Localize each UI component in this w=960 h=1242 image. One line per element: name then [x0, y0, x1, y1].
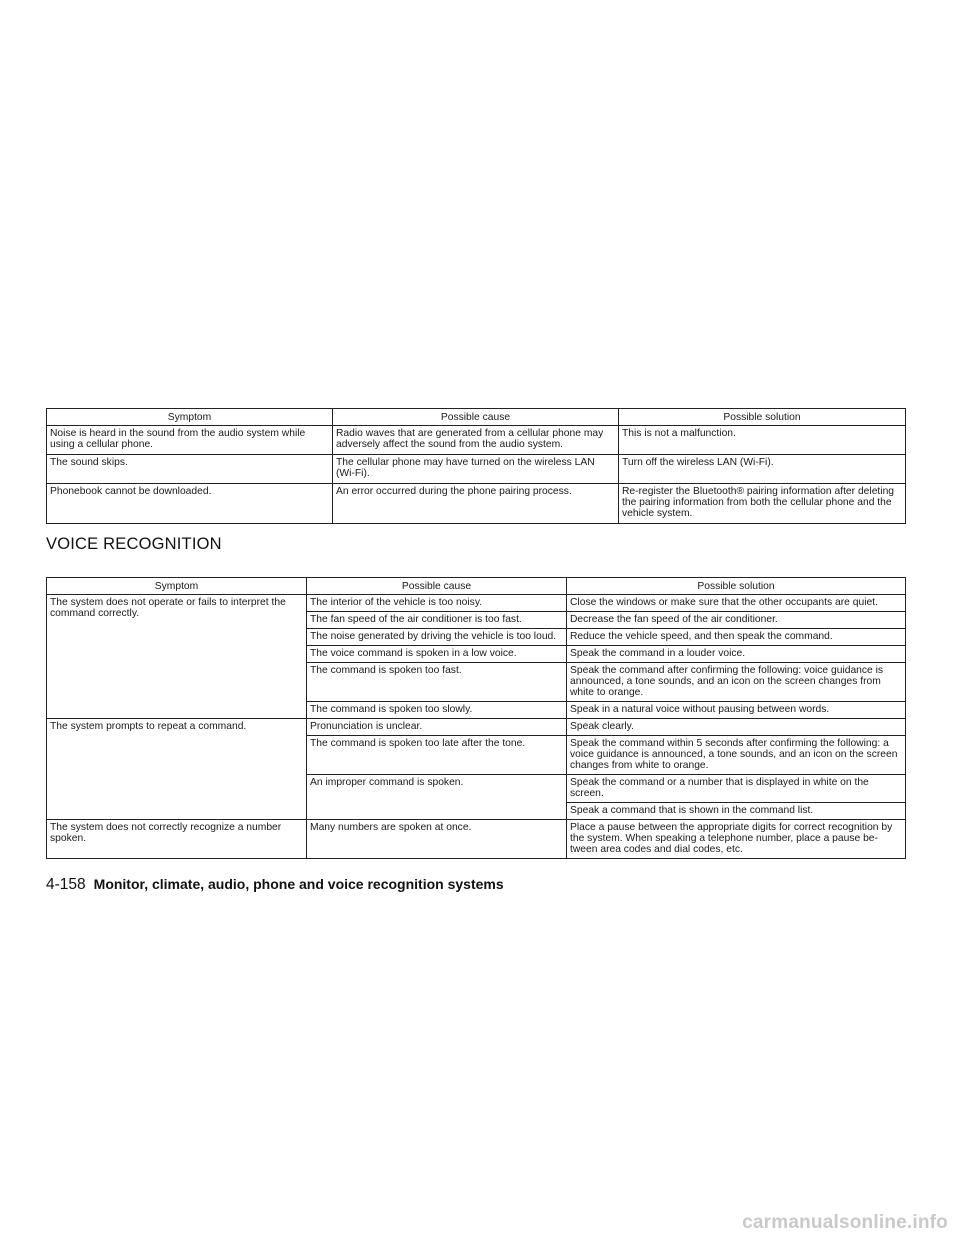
table-row	[47, 484, 906, 524]
solution-cell: Place a pause between the appropriate digits for correct recognition by the system. When speaking a telephone number, place a pause be-tween area codes and dial codes, etc.	[567, 820, 906, 859]
symptom-cell: The system does not correctly recognize a number spoken.	[47, 820, 307, 859]
column-header-possible-solution: Possible solution	[567, 578, 906, 595]
cause-cell: The noise generated by driving the vehicle is too loud.	[307, 629, 567, 646]
solution-cell: Reduce the vehicle speed, and then speak the command.	[567, 629, 906, 646]
phone-troubleshooting-table	[46, 408, 906, 524]
table-row	[47, 719, 906, 736]
symptom-cell: Phonebook cannot be downloaded.	[47, 484, 333, 524]
cause-cell: The command is spoken too fast.	[307, 663, 567, 702]
solution-cell: Speak the command within 5 seconds after confirming the following: a voice guidance is announced, a tone sounds, and an icon on the screen changes from white to orange.	[567, 736, 906, 775]
column-header-possible-solution: Possible solution	[619, 409, 906, 426]
table-row	[47, 820, 906, 859]
table-header-row	[47, 578, 906, 595]
cause-cell: An error occurred during the phone pairing process.	[333, 484, 619, 524]
symptom-cell: The sound skips.	[47, 455, 333, 484]
solution-cell: Speak the command or a number that is displayed in white on the screen.	[567, 775, 906, 803]
solution-cell: Decrease the fan speed of the air conditioner.	[567, 612, 906, 629]
cause-cell: An improper command is spoken.	[307, 775, 567, 820]
cause-cell: The command is spoken too slowly.	[307, 702, 567, 719]
section-heading: VOICE RECOGNITION	[46, 535, 222, 553]
cause-cell: Radio waves that are generated from a cellular phone may adversely affect the sound from the audio system.	[333, 426, 619, 455]
solution-cell: Re-register the Bluetooth® pairing information after deleting the pairing information from both the cellular phone and the vehicle system.	[619, 484, 906, 524]
cause-cell: The command is spoken too late after the tone.	[307, 736, 567, 775]
cause-cell: The voice command is spoken in a low voice.	[307, 646, 567, 663]
page-number: 4-158	[46, 876, 86, 893]
solution-cell: Turn off the wireless LAN (Wi-Fi).	[619, 455, 906, 484]
column-header-possible-cause: Possible cause	[307, 578, 567, 595]
solution-cell: Close the windows or make sure that the other occupants are quiet.	[567, 595, 906, 612]
solution-cell: Speak in a natural voice without pausing between words.	[567, 702, 906, 719]
table-row	[47, 595, 906, 612]
table-row	[47, 455, 906, 484]
table-row	[47, 426, 906, 455]
voice-recognition-table	[46, 577, 906, 859]
cause-cell: The cellular phone may have turned on the wireless LAN (Wi-Fi).	[333, 455, 619, 484]
solution-cell: Speak clearly.	[567, 719, 906, 736]
solution-cell: Speak the command after confirming the following: voice guidance is announced, a tone sounds, and an icon on the screen changes from white to orange.	[567, 663, 906, 702]
solution-cell: This is not a malfunction.	[619, 426, 906, 455]
chapter-title: Monitor, climate, audio, phone and voice recognition systems	[93, 876, 504, 892]
cause-cell: Pronunciation is unclear.	[307, 719, 567, 736]
cause-cell: Many numbers are spoken at once.	[307, 820, 567, 859]
watermark: carmanualsonline.info	[742, 1212, 948, 1233]
solution-cell: Speak the command in a louder voice.	[567, 646, 906, 663]
symptom-cell: The system prompts to repeat a command.	[47, 719, 307, 820]
symptom-cell: The system does not operate or fails to interpret the command correctly.	[47, 595, 307, 719]
solution-cell: Speak a command that is shown in the command list.	[567, 803, 906, 820]
column-header-symptom: Symptom	[47, 409, 333, 426]
column-header-symptom: Symptom	[47, 578, 307, 595]
column-header-possible-cause: Possible cause	[333, 409, 619, 426]
page-footer	[46, 876, 504, 894]
symptom-cell: Noise is heard in the sound from the audio system while using a cellular phone.	[47, 426, 333, 455]
table-header-row	[47, 409, 906, 426]
cause-cell: The interior of the vehicle is too noisy.	[307, 595, 567, 612]
cause-cell: The fan speed of the air conditioner is too fast.	[307, 612, 567, 629]
